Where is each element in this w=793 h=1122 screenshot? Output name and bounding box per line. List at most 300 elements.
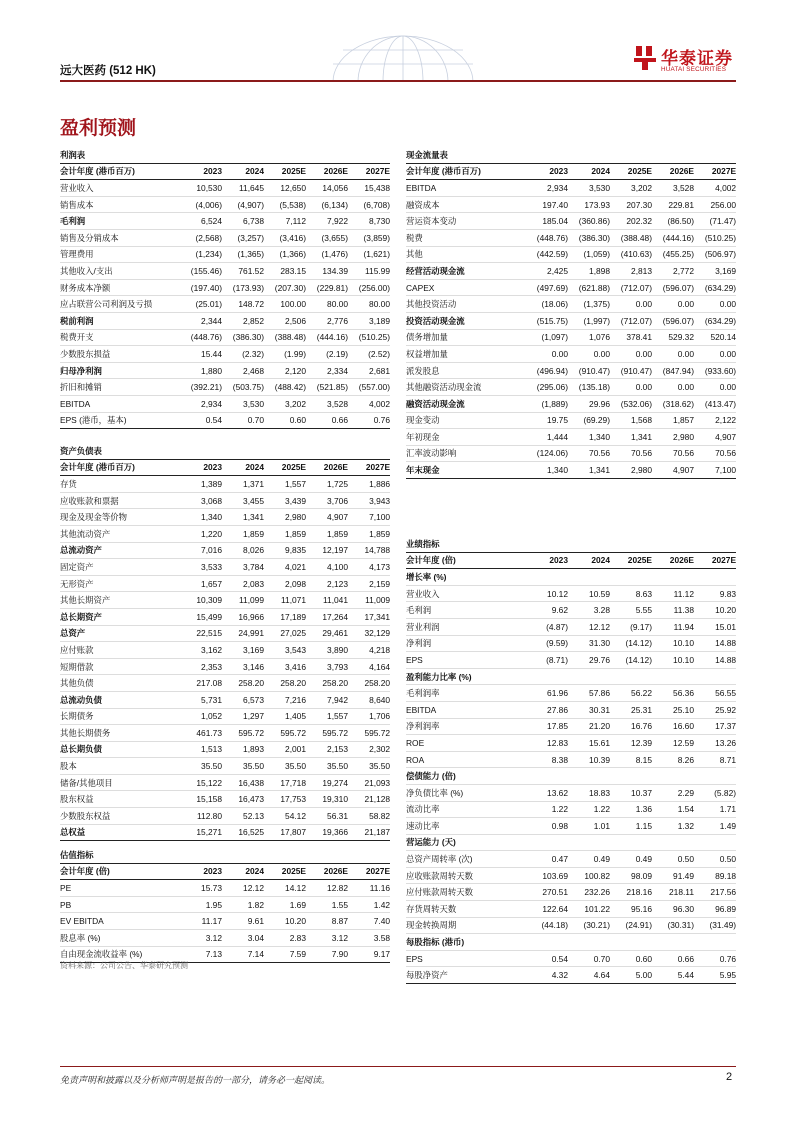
row-label: 融资活动现金流	[406, 395, 526, 412]
row-value: 1,859	[348, 525, 390, 542]
row-value: 2,083	[222, 575, 264, 592]
row-value: (3,859)	[348, 229, 390, 246]
table-row	[60, 575, 390, 592]
row-value: 1,857	[652, 412, 694, 429]
row-value: 5.00	[610, 967, 652, 984]
row-label: 每股净资产	[406, 967, 526, 984]
row-value: 1,340	[526, 462, 568, 479]
row-value: 70.56	[610, 445, 652, 462]
row-value: 13.26	[694, 735, 736, 752]
row-value	[526, 569, 568, 586]
row-value: (1,234)	[180, 246, 222, 263]
row-value: 3,784	[222, 559, 264, 576]
row-value: 270.51	[526, 884, 568, 901]
row-value: 10.10	[652, 652, 694, 669]
row-value: 15,122	[180, 774, 222, 791]
row-value: 8,026	[222, 542, 264, 559]
table-row	[60, 525, 390, 542]
table-row	[60, 180, 390, 197]
table-row	[60, 691, 390, 708]
row-value: 595.72	[306, 725, 348, 742]
row-value: 3,533	[180, 559, 222, 576]
row-value: (229.81)	[306, 279, 348, 296]
row-label: 营运资本变动	[406, 213, 526, 230]
table-row	[60, 196, 390, 213]
table-row	[60, 929, 390, 946]
column-header-year: 2023	[180, 863, 222, 880]
table-row	[406, 263, 736, 280]
row-value: (1,375)	[568, 296, 610, 313]
row-value: 3,528	[306, 395, 348, 412]
row-value: (9.59)	[526, 635, 568, 652]
row-value: 595.72	[264, 725, 306, 742]
row-value: 70.56	[652, 445, 694, 462]
column-header-year: 2025E	[264, 163, 306, 180]
row-label: 净负债比率 (%)	[406, 784, 526, 801]
row-value	[652, 934, 694, 951]
row-value: (712.07)	[610, 279, 652, 296]
row-value: 16.76	[610, 718, 652, 735]
row-value: 217.08	[180, 675, 222, 692]
row-value: (5.82)	[694, 784, 736, 801]
row-value: 7,100	[348, 509, 390, 526]
table-header-row	[406, 552, 736, 569]
row-value: (124.06)	[526, 445, 568, 462]
row-value: 1,341	[222, 509, 264, 526]
row-value: 15,271	[180, 824, 222, 841]
row-value: 27,025	[264, 625, 306, 642]
row-value: 10.10	[652, 635, 694, 652]
row-value	[652, 834, 694, 851]
row-value: (1,059)	[568, 246, 610, 263]
row-value: 7,922	[306, 213, 348, 230]
table-row	[406, 768, 736, 785]
row-value: 0.60	[264, 412, 306, 429]
row-value: 14,056	[306, 180, 348, 197]
table-row	[406, 462, 736, 479]
row-value: 19,366	[306, 824, 348, 841]
row-value: 122.64	[526, 901, 568, 918]
row-value: 0.00	[610, 346, 652, 363]
table-row	[406, 585, 736, 602]
table-row	[60, 296, 390, 313]
row-value: 7,100	[694, 462, 736, 479]
row-value: 2.29	[652, 784, 694, 801]
table-row	[60, 880, 390, 897]
table-row	[60, 412, 390, 429]
row-value: 11,041	[306, 592, 348, 609]
row-value: 54.12	[264, 808, 306, 825]
row-label: 现金及现金等价物	[60, 509, 180, 526]
row-value: 0.00	[652, 346, 694, 363]
table-row	[60, 312, 390, 329]
row-value: 6,738	[222, 213, 264, 230]
row-value: 3.12	[306, 929, 348, 946]
row-label: 储备/其他项目	[60, 774, 180, 791]
row-value: 17.85	[526, 718, 568, 735]
column-header-year: 2023	[180, 163, 222, 180]
row-value: 0.66	[652, 950, 694, 967]
row-value: 21,128	[348, 791, 390, 808]
row-label: 投资活动现金流	[406, 312, 526, 329]
row-label: 总资产	[60, 625, 180, 642]
row-value: (2.52)	[348, 346, 390, 363]
row-value: 2,980	[610, 462, 652, 479]
row-label: 营业收入	[60, 180, 180, 197]
row-value: (515.75)	[526, 312, 568, 329]
table-row	[406, 213, 736, 230]
row-label: 每股指标 (港币)	[406, 934, 526, 951]
table-header-row	[60, 459, 390, 476]
column-header-year: 2024	[222, 163, 264, 180]
row-value: 16,525	[222, 824, 264, 841]
column-header-year: 2024	[568, 552, 610, 569]
row-value: 31.30	[568, 635, 610, 652]
brand-mark-icon	[634, 46, 656, 70]
row-label: 总流动负债	[60, 691, 180, 708]
row-value: 13.62	[526, 784, 568, 801]
table-title: 现金流量表	[406, 147, 736, 163]
row-value: 1.95	[180, 896, 222, 913]
table-row	[60, 774, 390, 791]
globe-watermark-icon	[318, 34, 488, 82]
row-value: 24,991	[222, 625, 264, 642]
row-value: (295.06)	[526, 379, 568, 396]
row-label: 税费	[406, 229, 526, 246]
row-label: 偿债能力 (倍)	[406, 768, 526, 785]
row-value	[568, 668, 610, 685]
row-label: 汇率波动影响	[406, 445, 526, 462]
row-value: 16,473	[222, 791, 264, 808]
row-value: (3,655)	[306, 229, 348, 246]
row-label: 现金变动	[406, 412, 526, 429]
row-label: 股息率 (%)	[60, 929, 180, 946]
table-row	[60, 246, 390, 263]
row-value: 15,438	[348, 180, 390, 197]
row-value: 56.36	[652, 685, 694, 702]
row-value: (596.07)	[652, 312, 694, 329]
row-value	[652, 569, 694, 586]
row-value: 17,718	[264, 774, 306, 791]
row-value: 17,264	[306, 608, 348, 625]
row-value: 10,530	[180, 180, 222, 197]
cashflow-statement-table	[406, 147, 736, 479]
row-value: (596.07)	[652, 279, 694, 296]
table-row	[406, 296, 736, 313]
row-label: 年末现金	[406, 462, 526, 479]
row-value: 16,438	[222, 774, 264, 791]
balance-sheet-table	[60, 443, 390, 841]
row-value: (8.71)	[526, 652, 568, 669]
row-value: (4.87)	[526, 618, 568, 635]
row-value: (442.59)	[526, 246, 568, 263]
row-value: 3.58	[348, 929, 390, 946]
row-value: 1,886	[348, 476, 390, 493]
row-value: 10.37	[610, 784, 652, 801]
row-value: 35.50	[222, 758, 264, 775]
row-value: 89.18	[694, 867, 736, 884]
row-value: 21,093	[348, 774, 390, 791]
table-row	[406, 735, 736, 752]
row-value: 1,859	[306, 525, 348, 542]
row-value: 4,907	[652, 462, 694, 479]
row-value: 1,898	[568, 263, 610, 280]
row-value: 0.00	[610, 296, 652, 313]
column-header-year: 2023	[526, 552, 568, 569]
column-header-label: 会计年度 (港币百万)	[406, 163, 526, 180]
row-value: 2,334	[306, 362, 348, 379]
row-value: 15,499	[180, 608, 222, 625]
row-value: 32,129	[348, 625, 390, 642]
row-value: 0.00	[652, 296, 694, 313]
table-title: 估值指标	[60, 847, 390, 863]
table-row	[60, 346, 390, 363]
row-value: 14,788	[348, 542, 390, 559]
row-value: 2,153	[306, 741, 348, 758]
row-value: 197.40	[526, 196, 568, 213]
row-value: (1,621)	[348, 246, 390, 263]
table-row	[60, 725, 390, 742]
row-value: 103.69	[526, 867, 568, 884]
row-value: 25.92	[694, 701, 736, 718]
row-value: (25.01)	[180, 296, 222, 313]
row-value: 19.75	[526, 412, 568, 429]
row-value: (44.18)	[526, 917, 568, 934]
column-header-year: 2025E	[264, 863, 306, 880]
row-value: 12,650	[264, 180, 306, 197]
row-value: 3,416	[264, 658, 306, 675]
row-value: 2,772	[652, 263, 694, 280]
column-header-year: 2023	[180, 459, 222, 476]
row-value: 27.86	[526, 701, 568, 718]
row-value: 6,573	[222, 691, 264, 708]
row-value: 35.50	[180, 758, 222, 775]
row-value: (910.47)	[610, 362, 652, 379]
row-value: 112.80	[180, 808, 222, 825]
row-label: EBITDA	[406, 180, 526, 197]
row-value: (933.60)	[694, 362, 736, 379]
row-value: 7.90	[306, 946, 348, 963]
row-value: 2,122	[694, 412, 736, 429]
row-value: (496.94)	[526, 362, 568, 379]
table-row	[406, 652, 736, 669]
row-label: 其他融资活动现金流	[406, 379, 526, 396]
valuation-metrics-table	[60, 847, 390, 963]
row-value: 8.63	[610, 585, 652, 602]
row-value: 2,001	[264, 741, 306, 758]
table-row	[60, 896, 390, 913]
row-value: 1,076	[568, 329, 610, 346]
row-value: 11.16	[348, 880, 390, 897]
table-row	[60, 658, 390, 675]
row-value: 0.49	[610, 851, 652, 868]
row-value: 80.00	[348, 296, 390, 313]
row-value	[652, 768, 694, 785]
header-divider	[60, 80, 736, 82]
row-label: 税前利润	[60, 312, 180, 329]
row-value: (155.46)	[180, 263, 222, 280]
row-value: 29.96	[568, 395, 610, 412]
row-value	[526, 768, 568, 785]
column-header-year: 2023	[526, 163, 568, 180]
row-value: 96.30	[652, 901, 694, 918]
table-title: 资产负债表	[60, 443, 390, 459]
row-value: 29.76	[568, 652, 610, 669]
table-row	[60, 791, 390, 808]
row-value: 232.26	[568, 884, 610, 901]
row-value: 1.42	[348, 896, 390, 913]
row-value: 1,725	[306, 476, 348, 493]
table-row	[406, 229, 736, 246]
row-value: 0.54	[180, 412, 222, 429]
table-header-row	[60, 163, 390, 180]
row-value: 1,880	[180, 362, 222, 379]
table-row	[60, 808, 390, 825]
row-label: EV EBITDA	[60, 913, 180, 930]
row-value: 9.61	[222, 913, 264, 930]
row-value: (30.31)	[652, 917, 694, 934]
row-value: 520.14	[694, 329, 736, 346]
row-value: 100.00	[264, 296, 306, 313]
row-value: 3,169	[222, 642, 264, 659]
table-row	[60, 625, 390, 642]
row-value: (5,538)	[264, 196, 306, 213]
row-value	[568, 834, 610, 851]
row-value: 1,220	[180, 525, 222, 542]
row-value: 1.22	[526, 801, 568, 818]
row-value: (444.16)	[652, 229, 694, 246]
row-value: 0.66	[306, 412, 348, 429]
table-row	[406, 395, 736, 412]
row-value: (3,416)	[264, 229, 306, 246]
row-label: 速动比率	[406, 818, 526, 835]
row-label: 总资产周转率 (次)	[406, 851, 526, 868]
row-value: (386.30)	[222, 329, 264, 346]
row-value	[526, 934, 568, 951]
row-value: 1,557	[264, 476, 306, 493]
table-row	[406, 412, 736, 429]
row-value: 4,002	[694, 180, 736, 197]
row-value: 1,893	[222, 741, 264, 758]
row-value: 18.83	[568, 784, 610, 801]
row-value: 4.32	[526, 967, 568, 984]
row-value: 7.13	[180, 946, 222, 963]
row-value: 3,543	[264, 642, 306, 659]
row-value: 1.55	[306, 896, 348, 913]
row-value: 61.96	[526, 685, 568, 702]
report-title: 远大医药 (512 HK)	[60, 65, 156, 77]
row-value: 15,158	[180, 791, 222, 808]
row-label: 存货	[60, 476, 180, 493]
table-row	[406, 867, 736, 884]
row-value: 0.49	[568, 851, 610, 868]
row-label: EPS	[406, 950, 526, 967]
row-value: (1,365)	[222, 246, 264, 263]
row-label: 营业利润	[406, 618, 526, 635]
row-value: 12.12	[568, 618, 610, 635]
row-value: 11,009	[348, 592, 390, 609]
disclaimer-text: 免责声明和披露以及分析师声明是报告的一部分，请务必一起阅读。	[60, 1075, 331, 1085]
row-value: 3.28	[568, 602, 610, 619]
row-label: 其他流动资产	[60, 525, 180, 542]
row-value: (392.21)	[180, 379, 222, 396]
row-label: 权益增加量	[406, 346, 526, 363]
table-row	[406, 818, 736, 835]
row-label: 净利润率	[406, 718, 526, 735]
row-label: 其他	[406, 246, 526, 263]
row-label: PB	[60, 896, 180, 913]
row-value: 1,389	[180, 476, 222, 493]
row-label: 毛利润	[406, 602, 526, 619]
row-value: (360.86)	[568, 213, 610, 230]
row-value: 17,807	[264, 824, 306, 841]
row-value: 185.04	[526, 213, 568, 230]
row-value: 461.73	[180, 725, 222, 742]
row-label: 应收账款和票据	[60, 492, 180, 509]
source-note: 资料来源：公司公告、华泰研究预测	[60, 961, 188, 970]
row-value: (197.40)	[180, 279, 222, 296]
row-value: 1.82	[222, 896, 264, 913]
row-label: ROE	[406, 735, 526, 752]
row-value: 595.72	[348, 725, 390, 742]
row-value: 7.40	[348, 913, 390, 930]
row-label: 税费开支	[60, 329, 180, 346]
row-value: 4,021	[264, 559, 306, 576]
table-row	[60, 592, 390, 609]
row-value: 101.22	[568, 901, 610, 918]
row-value: (256.00)	[348, 279, 390, 296]
row-value: 70.56	[568, 445, 610, 462]
row-label: 营业收入	[406, 585, 526, 602]
row-value: 1.71	[694, 801, 736, 818]
row-value: (634.29)	[694, 279, 736, 296]
column-header-year: 2024	[222, 863, 264, 880]
row-value: 3,439	[264, 492, 306, 509]
row-value: 3.12	[180, 929, 222, 946]
row-value: 11.94	[652, 618, 694, 635]
row-label: 折旧和摊销	[60, 379, 180, 396]
row-value: 91.49	[652, 867, 694, 884]
row-value: (497.69)	[526, 279, 568, 296]
table-row	[406, 917, 736, 934]
row-value: (86.50)	[652, 213, 694, 230]
table-row	[406, 834, 736, 851]
row-value: (1,097)	[526, 329, 568, 346]
table-title-row	[60, 443, 390, 459]
row-value: (510.25)	[348, 329, 390, 346]
column-header-year: 2026E	[652, 552, 694, 569]
row-label: 总长期资产	[60, 608, 180, 625]
row-value	[526, 668, 568, 685]
row-value: (135.18)	[568, 379, 610, 396]
row-label: 现金转换周期	[406, 917, 526, 934]
row-value: 11,645	[222, 180, 264, 197]
row-label: 其他负债	[60, 675, 180, 692]
table-row	[60, 608, 390, 625]
row-value: 17,753	[264, 791, 306, 808]
row-value: 0.47	[526, 851, 568, 868]
table-row	[406, 329, 736, 346]
row-label: PE	[60, 880, 180, 897]
row-value: (444.16)	[306, 329, 348, 346]
table-row	[60, 329, 390, 346]
row-value: (532.06)	[610, 395, 652, 412]
row-value: (2.32)	[222, 346, 264, 363]
column-header-year: 2024	[568, 163, 610, 180]
row-value: 2,681	[348, 362, 390, 379]
row-value: 11.17	[180, 913, 222, 930]
row-value: 56.31	[306, 808, 348, 825]
